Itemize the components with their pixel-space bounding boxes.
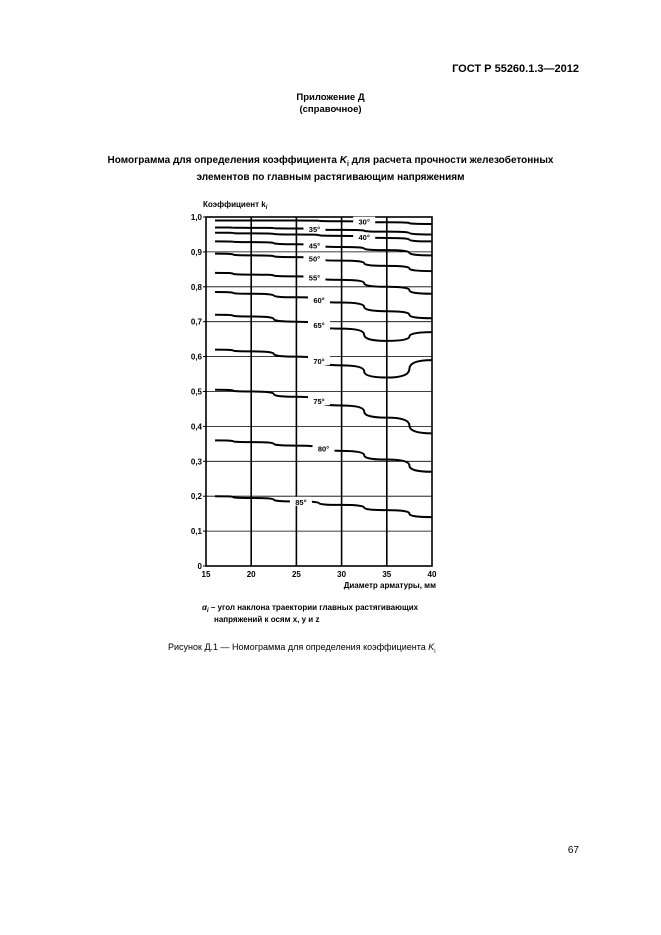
figure-caption [168, 642, 436, 655]
figure-title-sub: i [346, 161, 349, 168]
y-tick-label: 0,2 [190, 492, 202, 502]
y-tick-label: 0,6 [190, 352, 202, 362]
series-label: 55° [308, 273, 321, 283]
x-tick-label: 20 [246, 570, 256, 579]
series-label: 35° [308, 225, 321, 235]
x-tick-label: 25 [291, 570, 301, 579]
figure-title-var: K [339, 155, 347, 166]
y-tick-label: 0,4 [190, 422, 202, 432]
x-tick-label: 40 [427, 570, 437, 579]
x-tick-label: 30 [337, 570, 347, 579]
y-tick-label: 0,5 [190, 387, 202, 397]
series-label: 65° [313, 321, 325, 331]
figure-title-post: для расчета прочности железобетонных [348, 155, 554, 166]
series-label: 40° [358, 232, 370, 242]
series-label: 45° [308, 241, 321, 251]
series-line [215, 233, 432, 242]
x-tick-label: 15 [201, 570, 211, 579]
series-label: 75° [313, 397, 325, 407]
appendix-subtitle: (справочное) [299, 104, 362, 115]
chart-axes [191, 213, 437, 579]
page-number: 67 [567, 845, 579, 856]
y-tick-label: 0,9 [190, 247, 202, 257]
figure-title-line2: элементов по главным растягивающим напряжениям [196, 172, 465, 183]
y-tick-label: 0,3 [190, 457, 202, 467]
x-tick-label: 35 [382, 570, 392, 579]
series-label: 85° [295, 497, 307, 507]
series-label: 80° [317, 444, 330, 454]
series-label: 30° [358, 217, 370, 227]
appendix-title: Приложение Д [296, 92, 365, 103]
y-tick-label: 0 [197, 562, 202, 571]
caption-sub: i [434, 648, 436, 655]
y-tick-label: 0,8 [190, 282, 202, 292]
figure-title-pre: Номограмма для определения коэффициента [107, 155, 340, 166]
series-line [215, 496, 432, 517]
y-axis-label: Коэффициент $k_i$ [203, 200, 268, 211]
legend-line-2: напряжений к осям x, y и z [214, 615, 320, 624]
caption-var: K [428, 642, 435, 652]
chart-series [215, 217, 432, 517]
y-tick-label: 1,0 [190, 213, 202, 222]
x-axis-label: Диаметр арматуры, мм [343, 581, 436, 590]
caption-text: Рисунок Д.1 — Номограмма для определения коэффициента [168, 642, 429, 652]
series-label: 70° [313, 356, 325, 366]
standard-header: ГОСТ Р 55260.1.3—2012 [452, 63, 579, 75]
series-label: 60° [313, 295, 325, 305]
y-tick-label: 0,7 [190, 317, 202, 327]
series-label: 50° [308, 254, 321, 264]
legend-line-1: $\alpha_i$ – угол наклона траектории главных растягивающих [202, 603, 419, 614]
y-tick-label: 0,1 [190, 527, 202, 537]
series-line [215, 220, 432, 223]
